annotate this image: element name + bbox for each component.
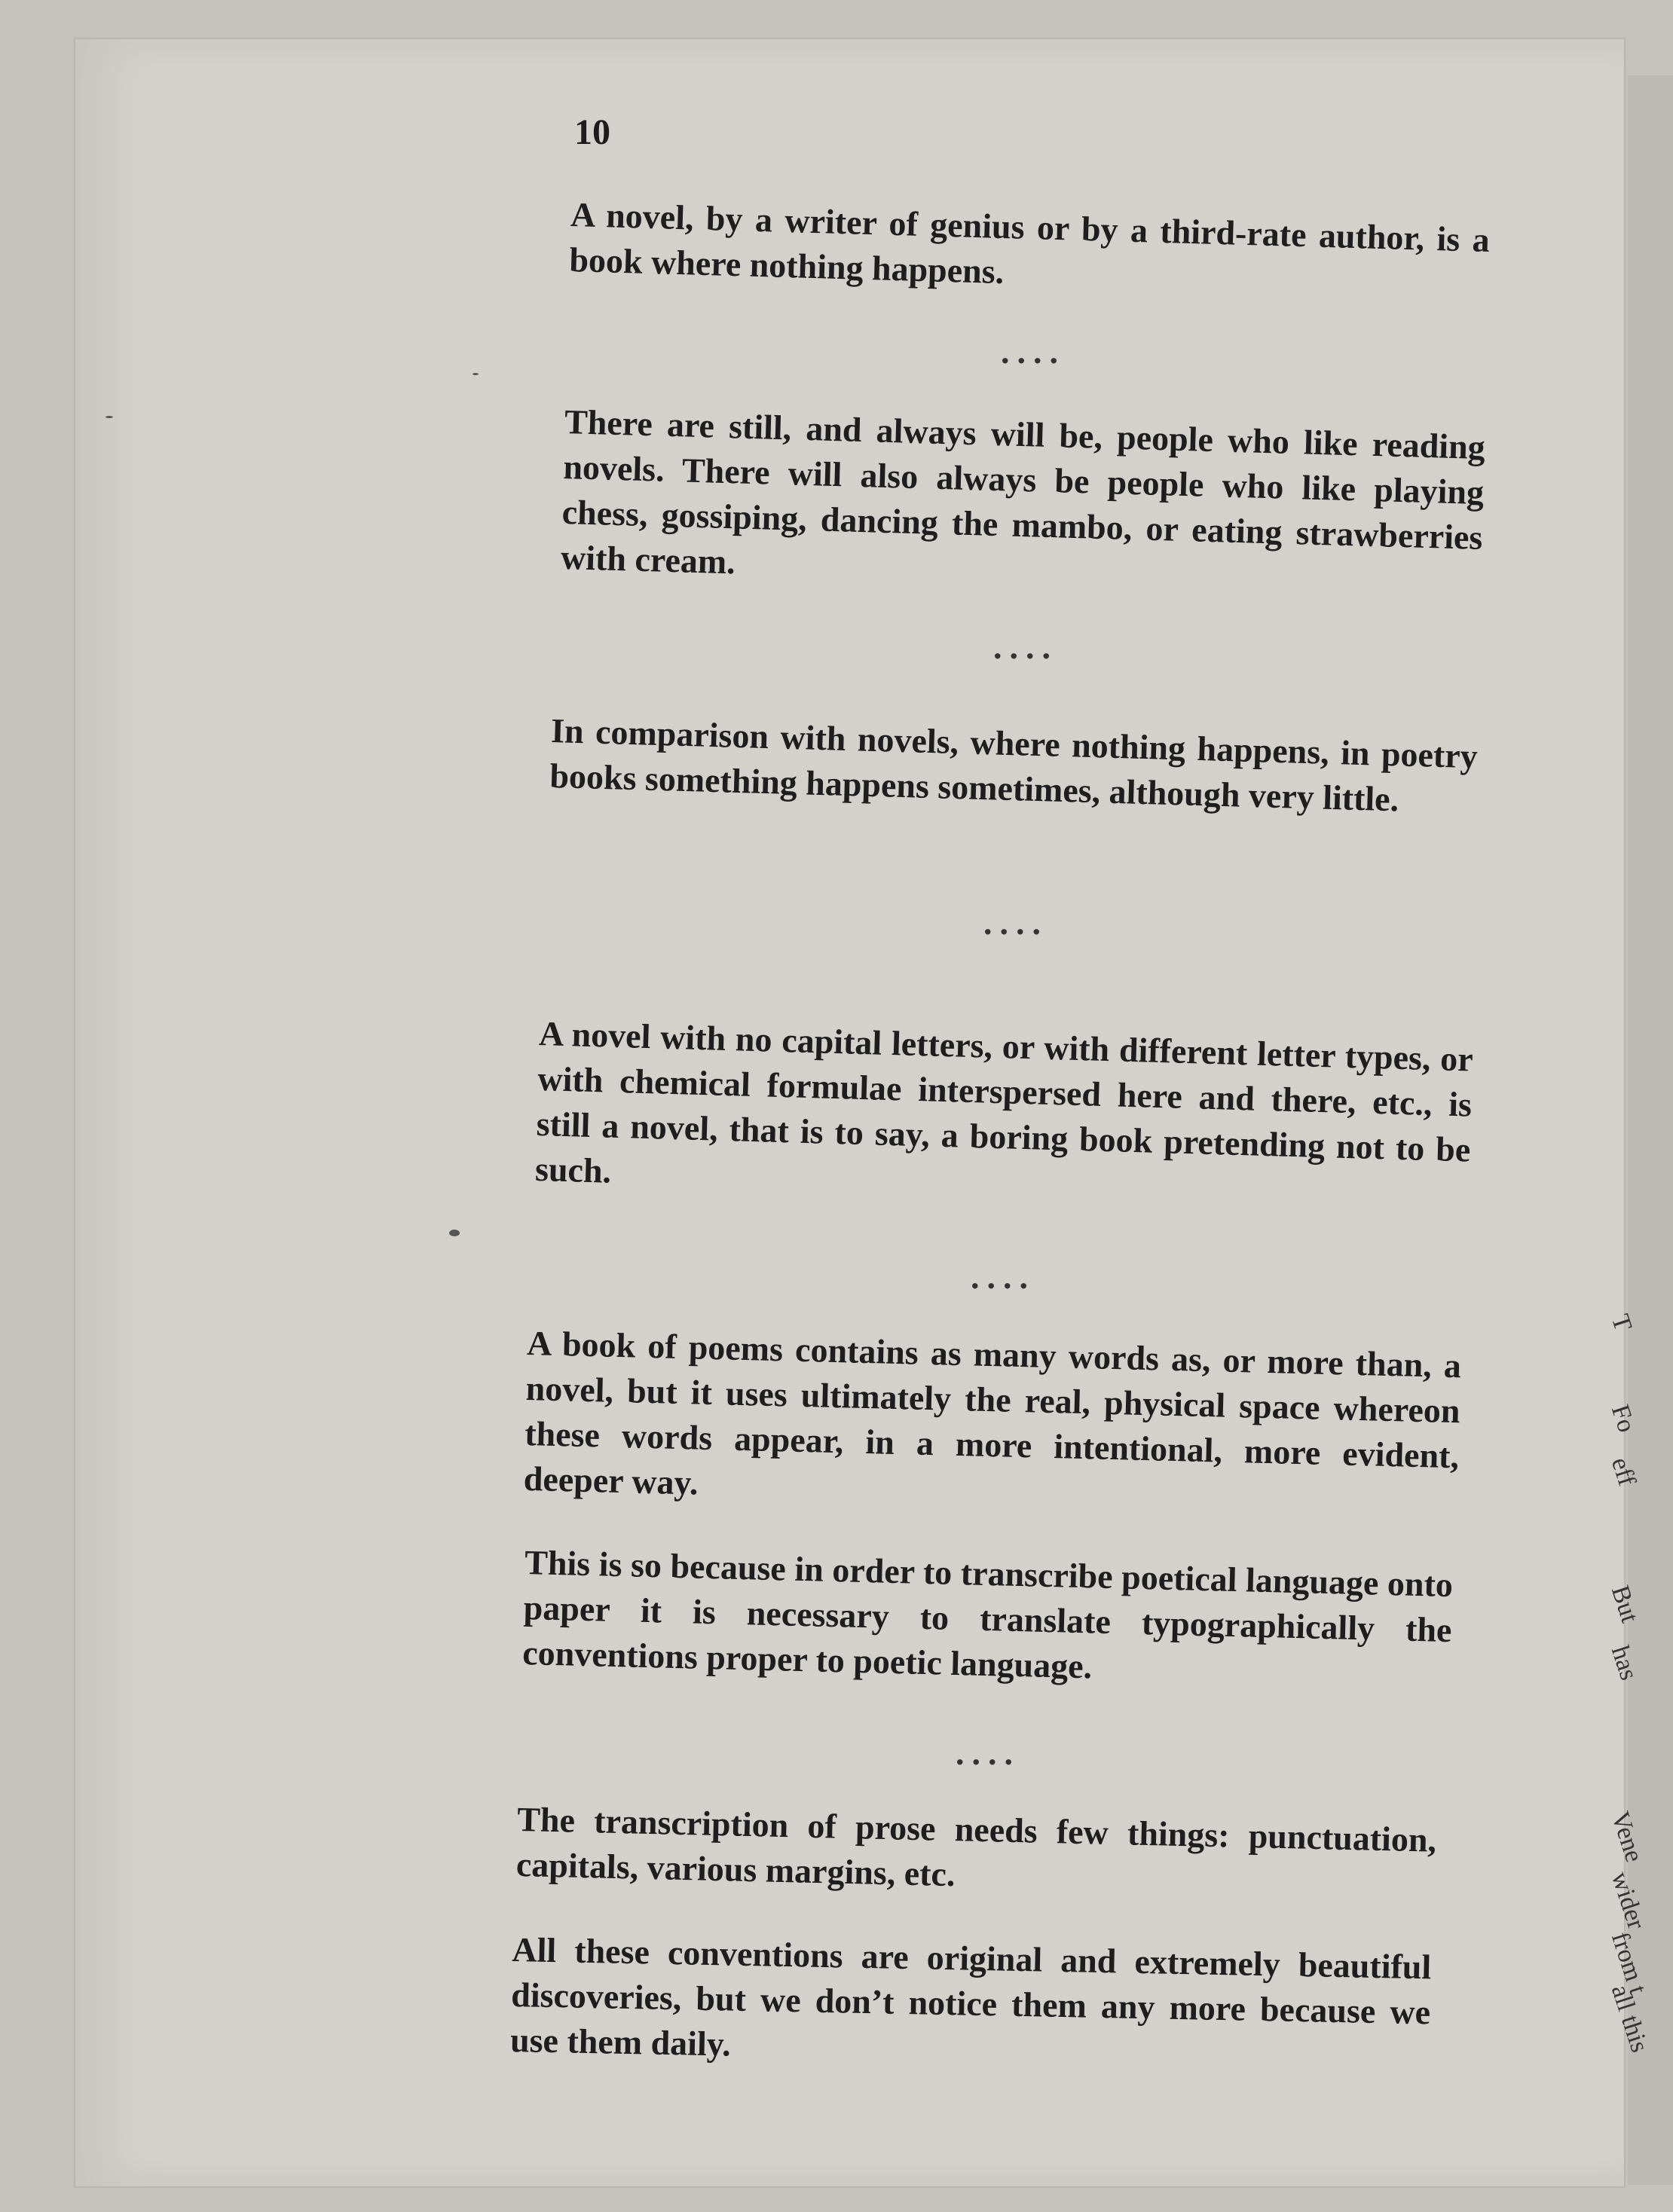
- paragraph: In comparison with novels, where nothing happens, in poetry books something happens sometimes, although very little.: [549, 710, 1479, 819]
- section-separator: ....: [971, 1257, 1035, 1296]
- paper-speck: [449, 1230, 460, 1236]
- facing-page-text: eff: [1605, 1454, 1641, 1489]
- facing-page-text: Fo: [1605, 1401, 1641, 1436]
- facing-page-text: has: [1605, 1642, 1644, 1684]
- facing-page-text: But: [1605, 1582, 1644, 1627]
- facing-page-edge: [1605, 75, 1673, 2185]
- facing-page-text: all this: [1605, 1981, 1654, 2056]
- page-number: 10: [574, 112, 610, 152]
- paper-speck: [473, 373, 479, 375]
- paragraph: A novel with no capital letters, or with different letter types, or with chemical formulae interspersed here and there, etc., is still a novel, that is to say, a boring book pretending not to be such.: [534, 1013, 1474, 1190]
- paragraph: The transcription of prose needs few things: punctuation, capitals, various margins, etc.: [515, 1799, 1437, 1894]
- section-separator: ....: [956, 1734, 1020, 1772]
- facing-page-text: T: [1605, 1311, 1638, 1335]
- facing-page-text: from t: [1605, 1929, 1652, 1998]
- paper-speck: [106, 416, 113, 418]
- paragraph: There are still, and always will be, people who like reading novels. There will also always be people who like playing chess, gossiping, dancing the mambo, or eating strawberries with cream.: [560, 402, 1486, 582]
- facing-page-text: wider: [1605, 1868, 1650, 1933]
- paragraph: A book of poems contains as many words as, or more than, a novel, but it uses ultimately the real, physical space whereon these words appear, in a more intentional, more evident, deeper way.: [523, 1323, 1462, 1502]
- paragraph: A novel, by a writer of genius or by a third-rate author, is a book where nothing happens.: [568, 194, 1491, 292]
- section-separator: ....: [983, 903, 1048, 942]
- paragraph: All these conventions are original and extremely beautiful discoveries, but we don’t notice them any more because we use them daily.: [509, 1929, 1432, 2064]
- section-separator: ....: [1001, 332, 1066, 371]
- paragraph: This is so because in order to transcribe poetical language onto paper it is necessary to translate typographically the conventions proper to poetic language.: [521, 1542, 1454, 1686]
- section-separator: ....: [993, 628, 1058, 666]
- facing-page-text: Vene: [1605, 1808, 1649, 1866]
